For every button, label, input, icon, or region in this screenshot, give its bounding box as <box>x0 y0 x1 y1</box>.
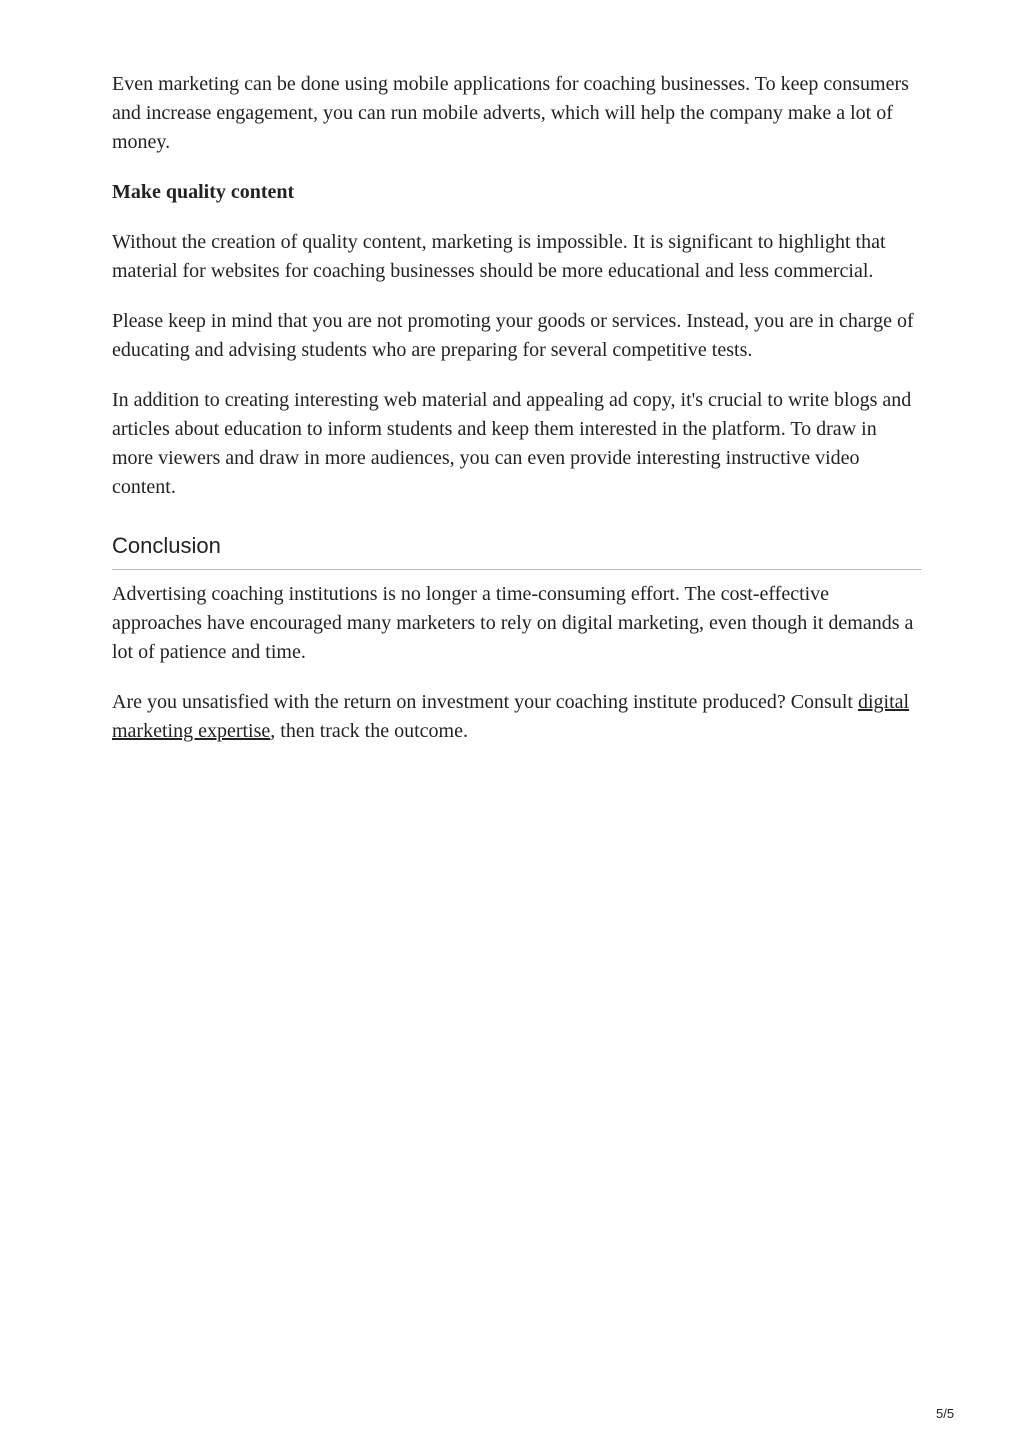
paragraph-mobile-marketing: Even marketing can be done using mobile applications for coaching businesses. To keep consumers and increase engagement, you can run mobile adverts, which will help the company make a lot of money. <box>112 73 909 153</box>
paragraph-blogs-articles: In addition to creating interesting web material and appealing ad copy, it's crucial to write blogs and articles about education to inform students and keep them interested in the platform. To draw in more viewers and draw in more audiences, you can even provide interesting instructive video content. <box>112 389 912 498</box>
subheading-make-quality-content: Make quality content <box>112 181 295 203</box>
paragraph-conclusion-consult <box>112 688 922 746</box>
section-title-conclusion: Conclusion <box>112 531 922 570</box>
paragraph-quality-content: Without the creation of quality content, marketing is impossible. It is significant to highlight that material for websites for coaching businesses should be more educational and less commercial. <box>112 231 886 282</box>
digital-marketing-expertise-link[interactable]: digital marketing expertise <box>112 691 910 742</box>
consult-text-before-link: Are you unsatisfied with the return on investment your coaching institute produced? Consult <box>112 691 858 713</box>
consult-text-after-link: , then track the outcome. <box>270 720 468 742</box>
document-page <box>112 70 922 767</box>
paragraph-conclusion-advertising: Advertising coaching institutions is no longer a time-consuming effort. The cost-effective approaches have encouraged many marketers to rely on digital marketing, even though it demands a lot of patience and time. <box>112 583 914 663</box>
paragraph-not-promoting: Please keep in mind that you are not promoting your goods or services. Instead, you are in charge of educating and advising students who are preparing for several competitive tests. <box>112 310 914 361</box>
page-number: 5/5 <box>936 1406 955 1421</box>
